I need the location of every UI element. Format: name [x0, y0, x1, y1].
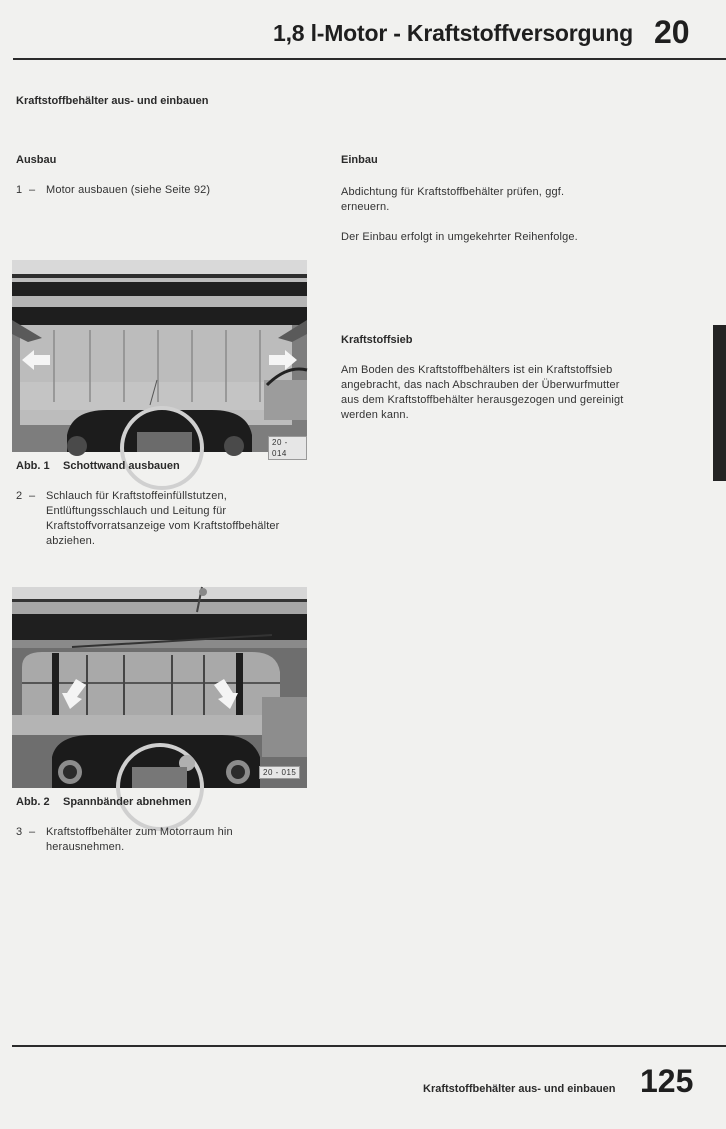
footer-rule [12, 1045, 726, 1047]
figure-2-label: Abb. 2 [16, 796, 50, 808]
step-3 [16, 825, 310, 855]
step-number: 3 [16, 826, 23, 838]
chapter-number: 20 [654, 14, 690, 50]
einbau-paragraph-2: Der Einbau erfolgt in umgekehrter Reihenfolge. [341, 231, 578, 243]
step-text: Motor ausbauen (siehe Seite 92) [46, 184, 211, 196]
figure-2-photo [12, 587, 307, 788]
figure-1-caption [16, 460, 180, 472]
step-text: Kraftstoffbehälter zum Motorraum hin herausnehmen. [46, 826, 233, 853]
kraftstoffsieb-text: Am Boden des Kraftstoffbehälters ist ein Kraftstoffsieb angebracht, das nach Abschrauben der Überwurfmutter aus dem Kraftstoffbehälter herausgezogen und gereinigt werden kann. [341, 364, 624, 421]
header-rule [13, 58, 726, 60]
ausbau-heading: Ausbau [16, 154, 57, 166]
engine-bay-bulkhead-image [12, 260, 307, 452]
figure-2-code: 20 - 015 [259, 766, 300, 779]
figure-1-code: 20 - 014 [268, 436, 307, 460]
step-dash: – [29, 490, 36, 502]
section-title: Kraftstoffbehälter aus- und einbauen [16, 95, 209, 107]
fuel-tank-straps-image [12, 587, 307, 788]
einbau-heading: Einbau [341, 154, 378, 166]
figure-1-photo [12, 260, 307, 458]
figure-1-label: Abb. 1 [16, 460, 50, 472]
chapter-title: 1,8 l-Motor - Kraftstoffversorgung [273, 20, 633, 46]
step-number: 2 [16, 490, 23, 502]
step-number: 1 [16, 184, 23, 196]
step-text: Schlauch für Kraftstoffeinfüllstutzen, Entlüftungsschlauch und Leitung für Kraftstoffvorratsanzeige vom Kraftstoffbehälter abziehen. [46, 490, 280, 547]
kraftstoffsieb-heading: Kraftstoffsieb [341, 334, 413, 346]
step-2 [16, 489, 310, 549]
step-dash: – [29, 826, 36, 838]
figure-1-caption-text: Schottwand ausbauen [63, 460, 180, 472]
einbau-paragraph-1: Abdichtung für Kraftstoffbehälter prüfen, ggf. erneuern. [341, 186, 565, 213]
figure-2-caption [16, 796, 191, 808]
step-dash: – [29, 184, 36, 196]
footer-title: Kraftstoffbehälter aus- und einbauen [423, 1083, 616, 1095]
page-number: 125 [640, 1063, 694, 1099]
step-1 [16, 183, 306, 198]
figure-2-caption-text: Spannbänder abnehmen [63, 796, 192, 808]
chapter-thumb-tab [713, 325, 726, 481]
